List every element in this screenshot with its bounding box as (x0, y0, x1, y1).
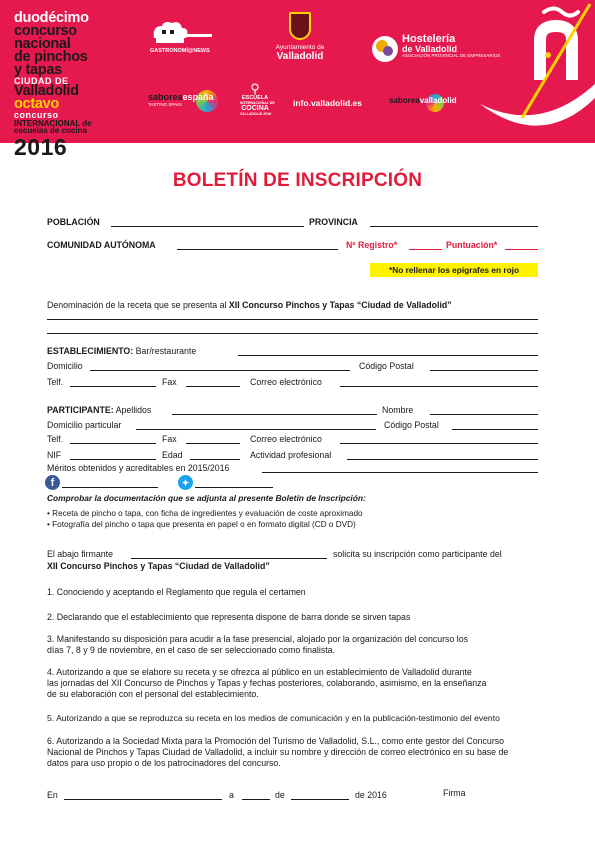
nif-field[interactable] (70, 459, 156, 460)
hosteleria-line1: Hostelería (402, 33, 456, 45)
firma-label: Firma (443, 788, 466, 798)
month-field[interactable] (291, 799, 349, 800)
fax-label-2: Fax (162, 434, 177, 444)
escuela-line2: INTERNACIONAL DE (240, 101, 275, 105)
declaration-item-4-line3: de su elaboración con el personal del establecimiento. (47, 689, 259, 699)
meritos-field[interactable] (262, 472, 538, 473)
documentation-heading: Comprobar la documentación que se adjunta al presente Boletín de Inscripción: (47, 493, 366, 503)
facebook-field[interactable] (62, 487, 158, 488)
poblacion-label: POBLACIÓN (47, 217, 100, 227)
doc-item-1: • Receta de pincho o tapa, con ficha de ingredientes y evaluación de coste aproximado (47, 509, 363, 518)
gastronomia-caption: GASTRONOMÍ@NEWS (150, 48, 210, 54)
apellidos-field[interactable] (172, 414, 377, 415)
gastronomia-news-logo (150, 20, 214, 54)
wordmark-line: INTERNACIONAL de (14, 118, 92, 128)
wordmark-line: CIUDAD DE (14, 76, 69, 87)
hosteleria-line2: de Valladolid (402, 44, 458, 54)
day-field[interactable] (242, 799, 270, 800)
info-url: info.valladolid.es (293, 98, 362, 108)
registro-label: Nº Registro* (346, 240, 398, 250)
firmante-label: El abajo firmante (47, 549, 114, 559)
establecimiento-label: ESTABLECIMIENTO: (47, 346, 134, 356)
correo-field[interactable] (340, 386, 538, 387)
wordmark-line: concurso (14, 23, 77, 40)
saborea-espana-logo (148, 92, 214, 107)
declaration-item-4-line1: 4. Autorizando a que se elabore su receta y se ofrezca al público en un establecimiento de Valladolid durante (47, 667, 472, 677)
hosteleria-emblem-icon (372, 36, 398, 62)
poblacion-field[interactable] (111, 226, 304, 227)
establecimiento-heading (47, 347, 196, 356)
declaration-item-6-line1: 6. Autorizando a la Sociedad Mixta para la Promoción del Turismo de Valladolid, S.L., como ente gestor del Concurso (47, 736, 505, 746)
contest-name: XII Concurso Pinchos y Tapas “Ciudad de Valladolid” (228, 300, 452, 310)
de-label: de (275, 790, 285, 800)
wordmark-line: nacional (14, 36, 71, 53)
participante-label: PARTICIPANTE: (47, 405, 114, 415)
nombre-label: Nombre (382, 405, 414, 415)
edad-field[interactable] (190, 459, 240, 460)
firmante-suffix: solicita su inscripción como participante del (333, 549, 502, 559)
place-field[interactable] (64, 799, 222, 800)
twitter-field[interactable] (195, 487, 273, 488)
en-label: En (47, 790, 58, 800)
correo-field-2[interactable] (340, 443, 538, 444)
wordmark-line: concurso (14, 110, 59, 121)
header-banner (0, 0, 595, 160)
registro-field[interactable] (409, 249, 442, 250)
facebook-icon: f (45, 475, 60, 490)
wordmark-line: de pinchos (14, 49, 88, 66)
fax-label: Fax (162, 377, 177, 387)
actividad-label: Actividad profesional (250, 450, 332, 460)
coat-of-arms-icon (289, 12, 311, 40)
saborea-word-2: saborea (389, 96, 420, 105)
domicilio-label: Domicilio (47, 361, 83, 371)
nombre-field[interactable] (430, 414, 538, 415)
establecimiento-sub: Bar/restaurante (133, 346, 197, 356)
telf-field-2[interactable] (70, 443, 156, 444)
escuela-line3: COCINA (241, 105, 269, 112)
doc-item-2-text: Fotografía del pincho o tapa que presenta en papel o en formato digital (CD o DVD) (52, 520, 356, 529)
participante-heading (47, 406, 151, 415)
escuela-line4: VALLADOLID 2016 (240, 112, 272, 116)
escuela-line1: ESCUELA (241, 95, 269, 101)
telf-label-2: Telf. (47, 434, 64, 444)
codigo-postal-field-2[interactable] (452, 429, 538, 430)
denominacion-label (47, 301, 452, 310)
codigo-postal-field[interactable] (430, 370, 538, 371)
contest-year: 2016 (14, 133, 68, 160)
puntuacion-field[interactable] (505, 249, 538, 250)
cutlery-icon: ⚲ (250, 81, 260, 96)
ayuntamiento-line2: Valladolid (276, 51, 324, 62)
establecimiento-field[interactable] (238, 355, 538, 356)
doc-item-1-text: Receta de pincho o tapa, con ficha de ingredientes y evaluación de coste aproximado (52, 509, 363, 518)
recipe-name-field[interactable] (47, 319, 538, 320)
firmante-contest: XII Concurso Pinchos y Tapas “Ciudad de Valladolid” (47, 561, 270, 571)
saborea-word: saborea (148, 92, 183, 102)
denominacion-prefix: Denominación de la receta que se presenta al (47, 300, 229, 310)
wordmark-line: duodécimo (14, 10, 89, 26)
telf-field[interactable] (70, 386, 156, 387)
telf-label: Telf. (47, 377, 64, 387)
espana-word: españa (182, 92, 214, 102)
codigo-postal-label-2: Código Postal (384, 420, 439, 430)
contest-wordmark (14, 12, 126, 158)
codigo-postal-label: Código Postal (359, 361, 414, 371)
wordmark-line: octavo (14, 96, 59, 113)
twitter-icon: ✦ (178, 475, 193, 490)
correo-label: Correo electrónico (250, 377, 322, 387)
red-fields-note: *No rellenar los epígrafes en rojo (370, 263, 538, 277)
domicilio-particular-label: Domicilio particular (47, 420, 122, 430)
ayuntamiento-logo (268, 12, 332, 62)
apellidos-label: Apellidos (113, 405, 152, 415)
declaration-item-3-line2: días 7, 8 y 9 de noviembre, en el caso de ser seleccionado como finalista. (47, 645, 336, 655)
ayuntamiento-line1: Ayuntamiento de (275, 44, 325, 51)
comunidad-label: COMUNIDAD AUTÓNOMA (47, 240, 156, 250)
valladolid-word: valladolid (419, 96, 457, 105)
doc-item-2: • Fotografía del pincho o tapa que presenta en papel o en formato digital (CD o DVD) (47, 520, 356, 529)
domicilio-field[interactable] (90, 370, 350, 371)
escuela-cocina-logo (240, 81, 275, 116)
chef-hat-icon (150, 20, 188, 46)
declaration-item-1: 1. Conociendo y aceptando el Reglamento que regula el certamen (47, 587, 306, 597)
comunidad-field[interactable] (177, 249, 338, 250)
correo-label-2: Correo electrónico (250, 434, 322, 444)
saborea-valladolid-logo (389, 96, 457, 105)
domicilio-particular-field[interactable] (136, 429, 376, 430)
year-label: de 2016 (355, 790, 387, 800)
recipe-name-field-2[interactable] (47, 333, 538, 334)
wordmark-line: y tapas (14, 62, 62, 79)
declaration-item-6-line3: datos para uso propio o de los patrocinadores del concurso. (47, 758, 281, 768)
tasting-spain-caption: TASTING SPAIN (148, 102, 182, 107)
fax-field[interactable] (186, 386, 240, 387)
declaration-item-4-line2: las jornadas del XII Concurso de Pinchos y Tapas y fechas posteriores, colaborando, asimismo, en la enseñanza (47, 678, 487, 688)
hosteleria-line3: ASOCIACIÓN PROVINCIAL DE EMPRESARIOS (402, 53, 501, 58)
edad-label: Edad (162, 450, 183, 460)
declaration-item-6-line2: Nacional de Pinchos y Tapas Ciudad de Valladolid, a incluir su nombre y dirección de correo electrónico en su base de (47, 747, 509, 757)
nif-label: NIF (47, 450, 62, 460)
meritos-label: Méritos obtenidos y acreditables en 2015/2016 (47, 463, 230, 473)
page-title: BOLETÍN DE INSCRIPCIÓN (172, 170, 423, 191)
a-label: a (229, 790, 234, 800)
enye-brand-icon (470, 0, 595, 143)
provincia-label: PROVINCIA (309, 217, 358, 227)
fax-field-2[interactable] (186, 443, 240, 444)
declaration-item-3-line1: 3. Manifestando su disposición para acudir a la fase presencial, alojado por la organización del concurso los (47, 634, 469, 644)
provincia-field[interactable] (370, 226, 538, 227)
declaration-item-5: 5. Autorizando a que se reproduzca su receta en los medios de comunicación y en la publicación-testimonio del evento (47, 713, 500, 723)
puntuacion-label: Puntuación* (446, 240, 498, 250)
wordmark-line: escuelas de cocina (14, 125, 87, 135)
firmante-field[interactable] (131, 558, 327, 559)
declaration-item-2: 2. Declarando que el establecimiento que representa dispone de barra donde se sirven tapas (47, 612, 411, 622)
wordmark-line: Valladolid (14, 83, 79, 100)
actividad-field[interactable] (347, 459, 538, 460)
